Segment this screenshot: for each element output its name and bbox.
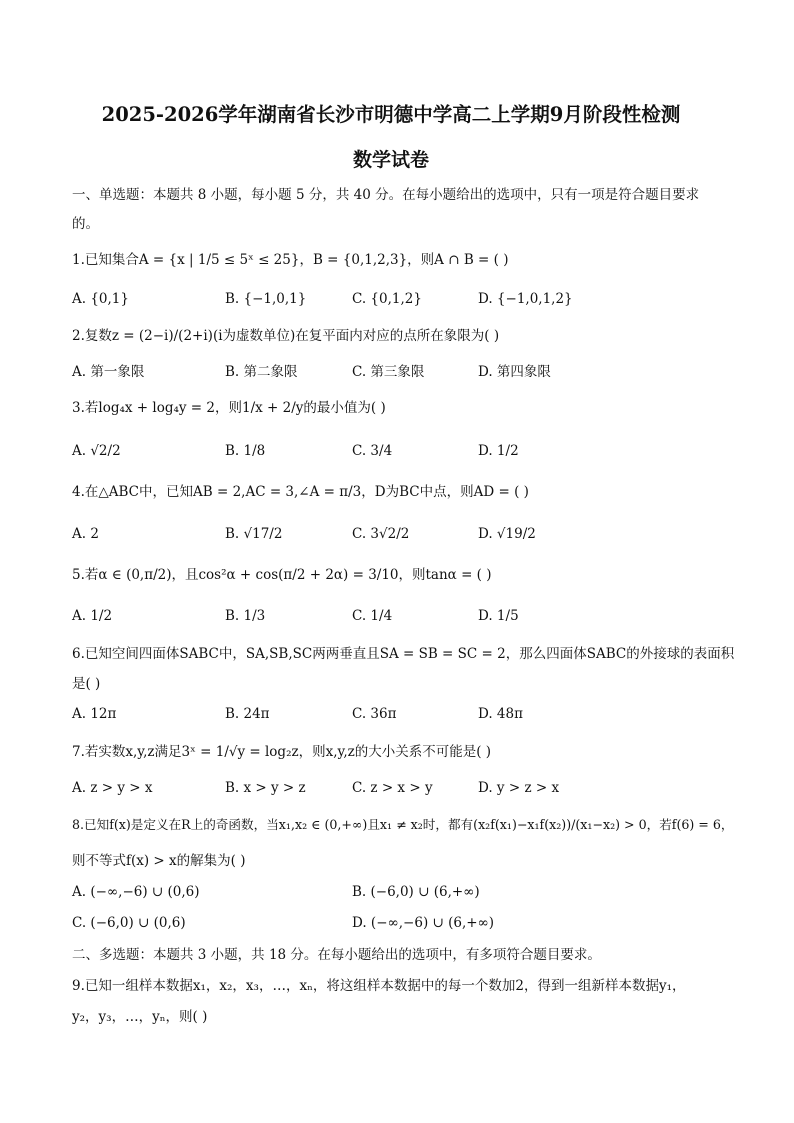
q8-stem-line2: 则不等式f(x) > x的解集为( ) — [72, 853, 246, 869]
q4-option-c: C. 3√2/2 — [352, 526, 410, 542]
q6-option-a: A. 12π — [72, 706, 117, 722]
q5-option-c: C. 1/4 — [352, 608, 393, 624]
q1-option-c: C. {0,1,2} — [352, 291, 422, 307]
q2-option-d: D. 第四象限 — [478, 364, 551, 380]
q8-stem-line1: 8.已知f(x)是定义在R上的奇函数，当x₁,x₂ ∈ (0,+∞)且x₁ ≠ x₂时，都有(x₂f(x₁)−x₁f(x₂))/(x₁−x₂) > 0，若f(6) = 6， — [72, 817, 734, 832]
q2-stem: 2.复数z = (2−i)/(2+i)(i为虚数单位)在复平面内对应的点所在象限为( ) — [72, 328, 500, 344]
q4-stem: 4.在△ABC中，已知AB = 2,AC = 3,∠A = π/3，D为BC中点，则AD = ( ) — [72, 484, 529, 500]
q1-options — [72, 289, 724, 309]
q6-option-d: D. 48π — [478, 706, 523, 722]
q6-option-c: C. 36π — [352, 706, 397, 722]
q3-stem: 3.若log₄x + log₄y = 2，则1/x + 2/y的最小值为( ) — [72, 400, 386, 416]
q4-option-b: B. √17/2 — [225, 526, 283, 542]
q5-option-a: A. 1/2 — [72, 608, 113, 624]
q6-stem-line1: 6.已知空间四面体SABC中，SA,SB,SC两两垂直且SA = SB = SC = 2，那么四面体SABC的外接球的表面积 — [72, 646, 735, 662]
q5-stem: 5.若α ∈ (0,π/2)，且cos²α + cos(π/2 + 2α) = 3/10，则tanα = ( ) — [72, 567, 492, 583]
q1-option-b: B. {−1,0,1} — [225, 291, 307, 307]
q5-option-b: B. 1/3 — [225, 608, 266, 624]
q7-option-d: D. y > z > x — [478, 780, 560, 796]
q1-stem: 1.已知集合A = {x | 1/5 ≤ 5ˣ ≤ 25}，B = {0,1,2,3}，则A ∩ B = ( ) — [72, 252, 509, 268]
q2-option-b: B. 第二象限 — [225, 364, 298, 380]
q9-stem-line1: 9.已知一组样本数据x₁，x₂，x₃，…，xₙ，将这组样本数据中的每一个数加2，得到一组新样本数据y₁， — [72, 978, 686, 994]
q4-option-d: D. √19/2 — [478, 526, 536, 542]
section2-heading: 二、多选题：本题共 3 小题，共 18 分。在每小题给出的选项中，有多项符合题目要求。 — [72, 947, 601, 963]
q5-options — [72, 606, 724, 626]
q8-option-b: B. (−6,0) ∪ (6,+∞) — [352, 884, 480, 900]
q5-option-d: D. 1/5 — [478, 608, 519, 624]
q6-options — [72, 704, 724, 724]
q7-option-b: B. x > y > z — [225, 780, 306, 796]
q9-stem-line2: y₂，y₃，…，yₙ，则( ) — [72, 1009, 208, 1025]
q2-options — [72, 362, 724, 382]
q3-option-a: A. √2/2 — [72, 443, 121, 459]
q6-stem-line2: 是( ) — [72, 676, 101, 692]
q1-option-d: D. {−1,0,1,2} — [478, 291, 573, 307]
section1-heading-line2: 的。 — [72, 216, 99, 232]
q7-options — [72, 778, 724, 798]
section1-heading-line1: 一、单选题：本题共 8 小题，每小题 5 分，共 40 分。在每小题给出的选项中，只有一项是符合题目要求 — [72, 187, 700, 203]
q8-options-row1 — [72, 882, 724, 902]
q3-option-d: D. 1/2 — [478, 443, 519, 459]
exam-title-line1: 2025-2026学年湖南省长沙市明德中学高二上学期9月阶段性检测 — [101, 103, 681, 126]
q3-option-b: B. 1/8 — [225, 443, 266, 459]
q8-option-d: D. (−∞,−6) ∪ (6,+∞) — [352, 915, 495, 931]
q7-option-a: A. z > y > x — [72, 780, 153, 796]
q8-option-a: A. (−∞,−6) ∪ (0,6) — [72, 884, 200, 900]
q1-option-a: A. {0,1} — [72, 291, 129, 307]
q6-option-b: B. 24π — [225, 706, 270, 722]
q2-option-c: C. 第三象限 — [352, 364, 425, 380]
q3-option-c: C. 3/4 — [352, 443, 393, 459]
q2-option-a: A. 第一象限 — [72, 364, 145, 380]
q3-options — [72, 441, 724, 461]
q8-options-row2 — [72, 913, 724, 933]
q4-option-a: A. 2 — [72, 526, 99, 542]
q7-option-c: C. z > x > y — [352, 780, 433, 796]
exam-title-line2: 数学试卷 — [352, 149, 429, 171]
q7-stem: 7.若实数x,y,z满足3ˣ = 1/√y = log₂z，则x,y,z的大小关系不可能是( ) — [72, 744, 492, 760]
q4-options — [72, 524, 724, 544]
q8-option-c: C. (−6,0) ∪ (0,6) — [72, 915, 186, 931]
